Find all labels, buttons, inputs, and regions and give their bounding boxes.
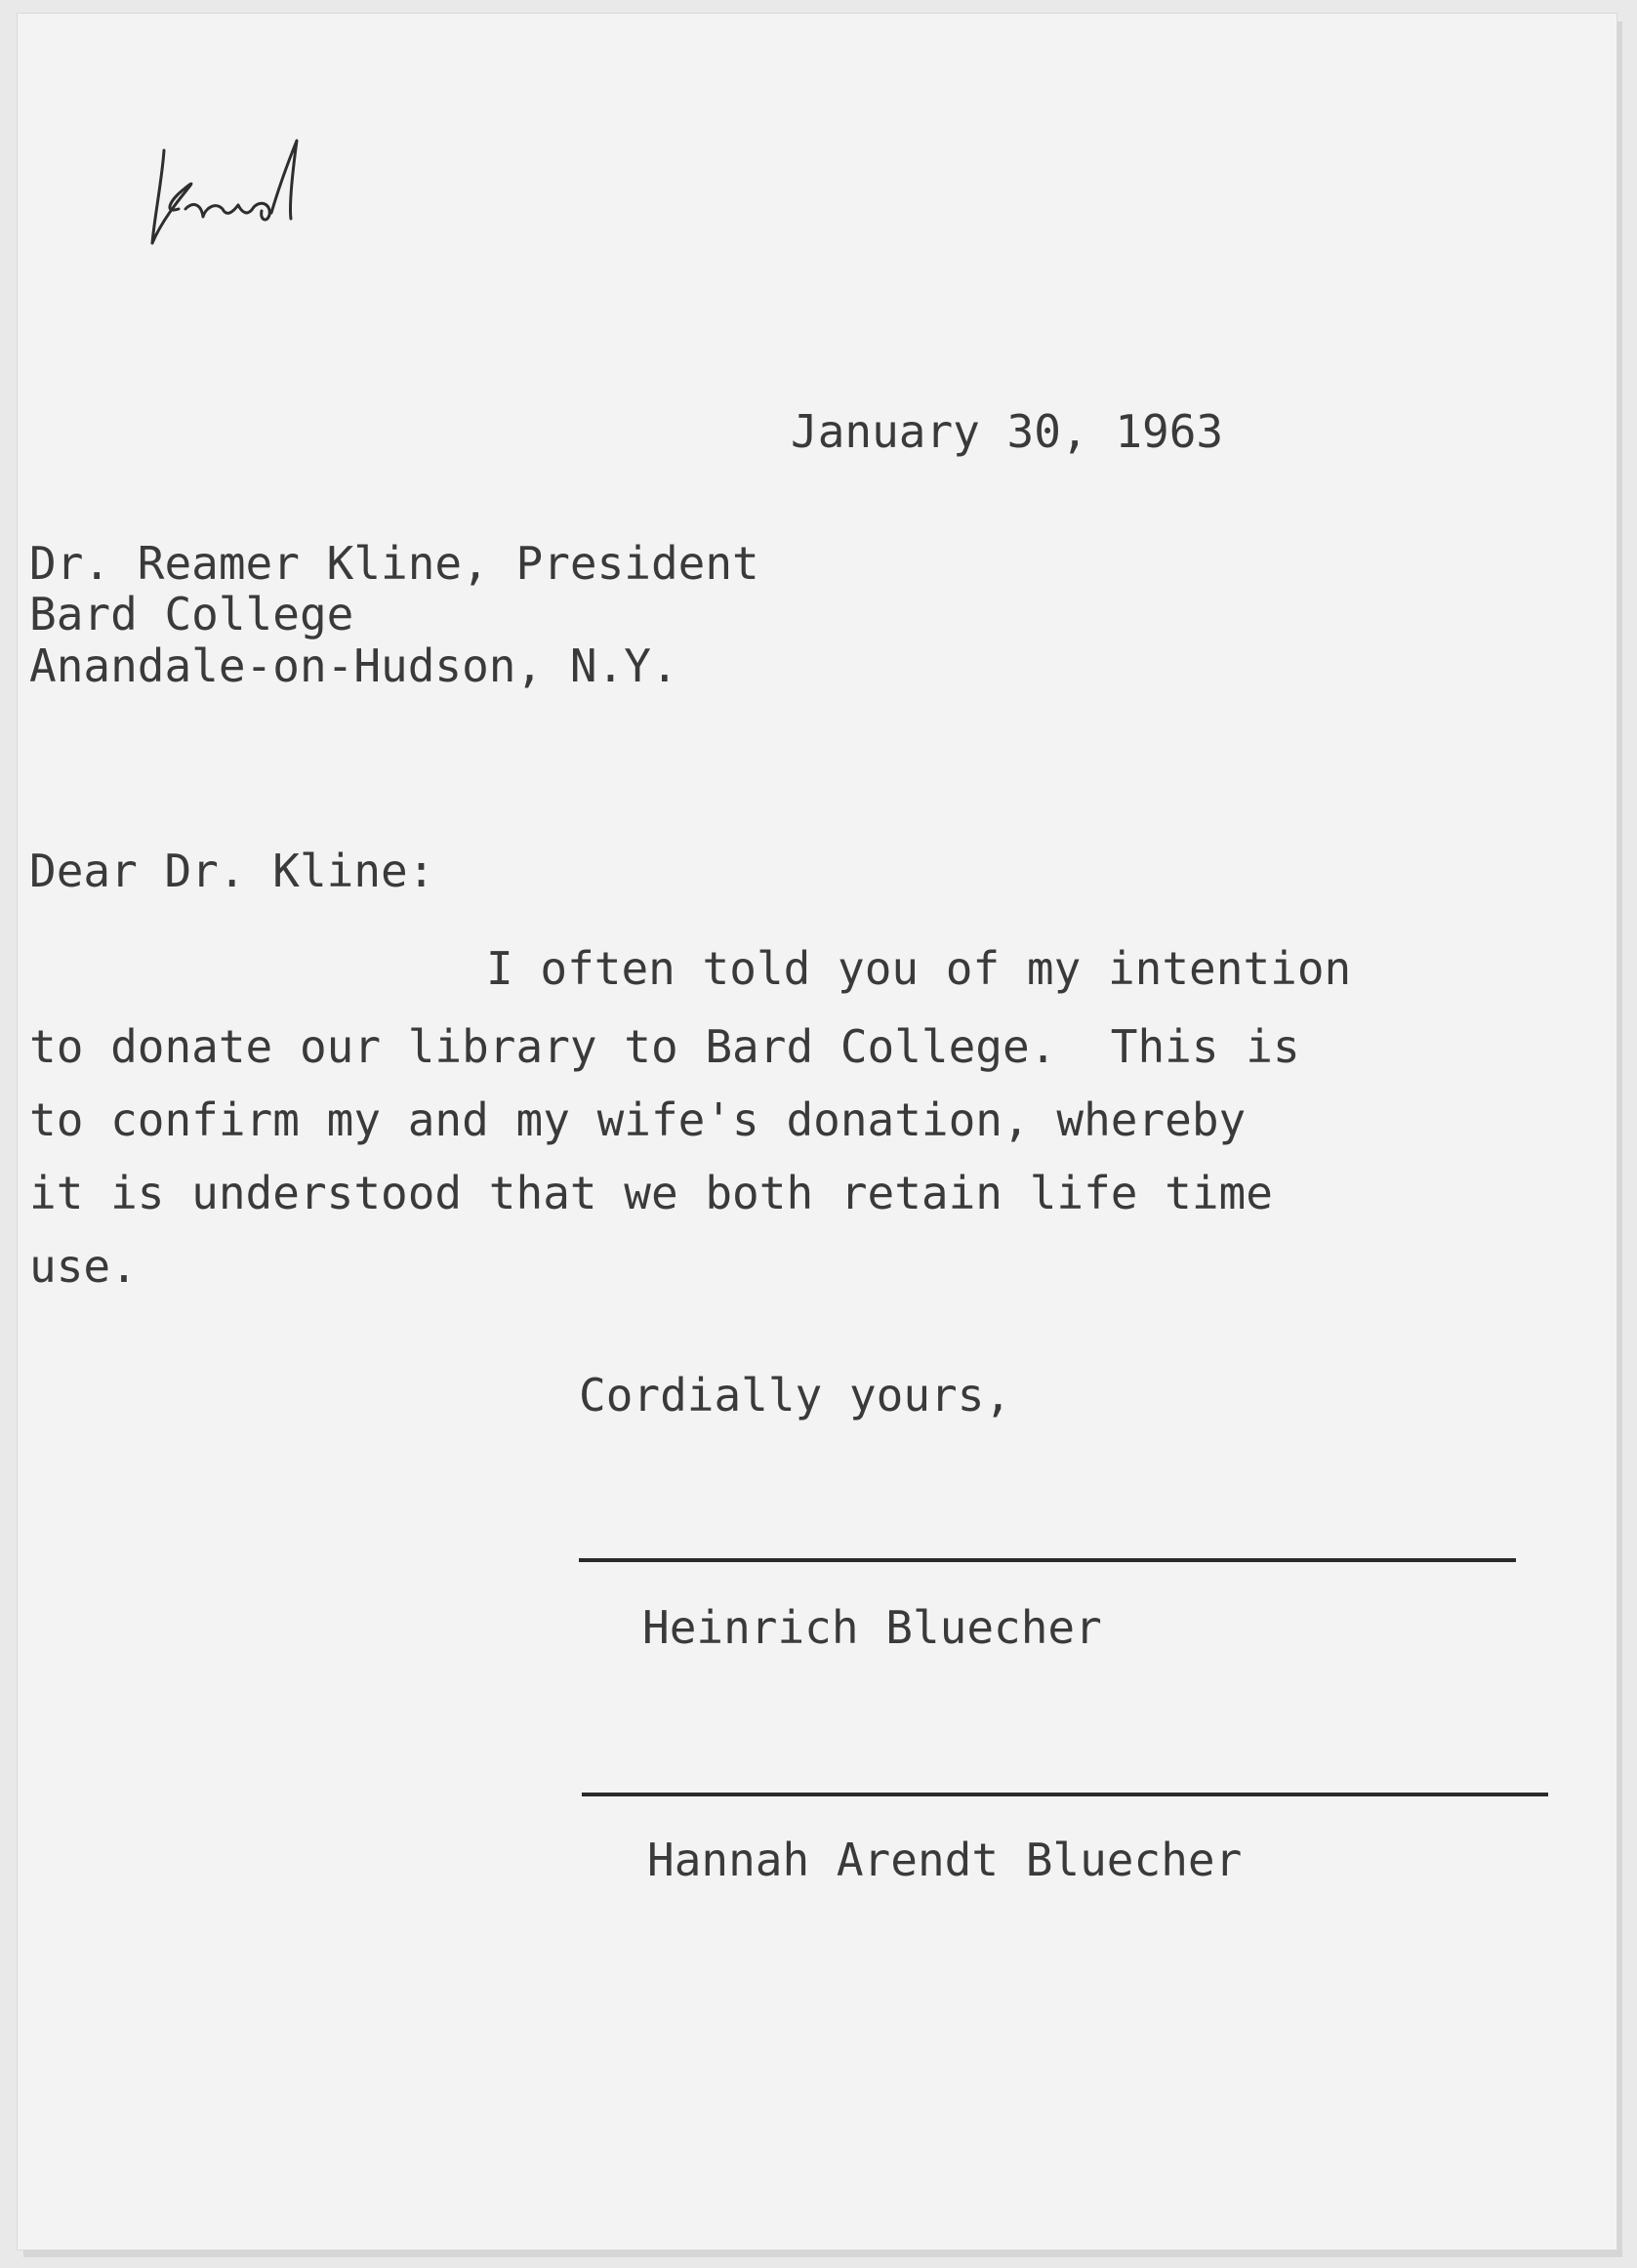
salutation: Dear Dr. Kline: bbox=[29, 845, 435, 897]
body-line-1: I often told you of my intention bbox=[486, 942, 1352, 995]
body-line-5: use. bbox=[29, 1240, 138, 1293]
handwritten-annotation bbox=[125, 111, 340, 258]
recipient-line-2: Bard College bbox=[29, 588, 354, 640]
recipient-line-1: Dr. Reamer Kline, President bbox=[29, 537, 759, 590]
signatory-2: Hannah Arendt Bluecher bbox=[647, 1834, 1243, 1886]
recipient-line-3: Anandale-on-Hudson, N.Y. bbox=[29, 639, 678, 692]
letter-page bbox=[18, 14, 1617, 2249]
signature-line-2 bbox=[582, 1793, 1548, 1796]
closing: Cordially yours, bbox=[579, 1369, 1012, 1422]
body-line-2: to donate our library to Bard College. This is bbox=[29, 1020, 1300, 1073]
letter-date: January 30, 1963 bbox=[791, 405, 1224, 458]
signatory-1: Heinrich Bluecher bbox=[642, 1601, 1102, 1654]
body-line-4: it is understood that we both retain life time bbox=[29, 1167, 1273, 1219]
body-line-3: to confirm my and my wife's donation, whereby bbox=[29, 1093, 1247, 1146]
signature-line-1 bbox=[579, 1558, 1516, 1562]
